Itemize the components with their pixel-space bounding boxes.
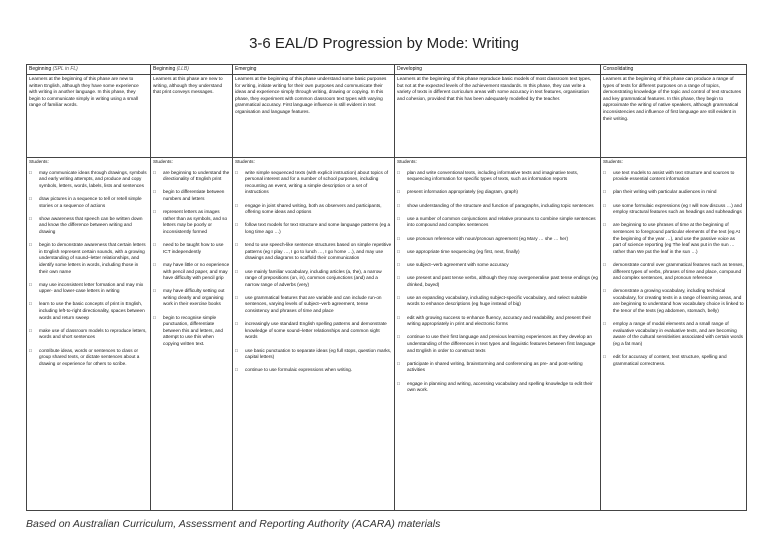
checkbox-bullet-icon: □: [603, 288, 606, 294]
checkbox-bullet-icon: □: [603, 222, 606, 228]
checkbox-bullet-icon: □: [235, 321, 238, 327]
checkbox-bullet-icon: □: [397, 275, 400, 281]
writing-progression-table: [26, 64, 747, 511]
indicator-item: [153, 288, 230, 308]
indicator-item: [29, 282, 148, 295]
indicator-text: may communicate ideas through drawings, symbols and early writing attempts, and produce and copy symbols, letters, words, labels, lists and sentences: [39, 169, 147, 188]
checkbox-bullet-icon: □: [29, 301, 32, 307]
indicator-item: [153, 209, 230, 235]
indicator-item: [235, 321, 392, 341]
indicator-text: increasingly use standard English spelling patterns and demonstrate knowledge of some sound–letter relationships and common sight words: [245, 321, 387, 340]
indicator-text: use present and past tense verbs, although they may overgeneralise past tense endings (eg drinked, buyed): [407, 275, 599, 287]
indicator-text: edit for accuracy of content, text structure, spelling and grammatical correctness.: [613, 354, 727, 366]
checkbox-bullet-icon: □: [603, 261, 606, 267]
indicator-text: begin to recognise simple punctuation, differentiate between this and letters, and attempt to use this when copying written text.: [163, 314, 223, 347]
students-row: [27, 158, 747, 511]
indicator-text: learn to use the basic concepts of print in English, including left-to-right directionality, spaces between words and return sweep: [39, 301, 145, 320]
indicator-text: use subject–verb agreement with some accuracy: [407, 261, 509, 267]
checkbox-bullet-icon: □: [153, 261, 156, 267]
indicator-text: use an expanding vocabulary, including subject-specific vocabulary, and select suitable words to enhance descriptions (eg huge instead of big): [407, 294, 588, 307]
checkbox-bullet-icon: □: [29, 347, 32, 353]
indicator-text: continue to use formulaic expressions when writing.: [245, 367, 353, 373]
checkbox-bullet-icon: □: [235, 202, 238, 208]
students-label: Students:: [153, 159, 173, 164]
description-row: [27, 75, 747, 158]
indicator-item: [29, 328, 148, 341]
indicator-cell: [601, 158, 747, 511]
indicator-item: [153, 170, 230, 183]
indicator-text: contribute ideas, words or sentences to class or group shared texts, or dictate sentences about a drawing or experience for others to scribe.: [39, 347, 140, 366]
indicator-text: begin to differentiate between numbers and letters: [163, 189, 225, 201]
indicator-text: follow text models for text structure and some language patterns (eg a long time ago …): [245, 222, 391, 234]
indicator-item: [397, 189, 598, 196]
indicator-cell: [395, 158, 601, 511]
level-description: Learners at the beginning of this phase are new to written English, although they have some experience with writing in another language. In this phase, they begin to communicate simply in writing using a small range of familiar words.: [27, 75, 151, 158]
checkbox-bullet-icon: □: [397, 215, 400, 221]
indicator-item: [397, 236, 598, 243]
checkbox-bullet-icon: □: [153, 242, 156, 248]
level-description: Learners at the beginning of this phase understand some basic purposes for writing, initiate writing for their own purposes and communicate their ideas and experience simply through writing, drawing or copying. In this phase, they experiment with common classroom text types with varying grammatical accuracy. First language influence is still evident in text organisation and language features.: [233, 75, 395, 158]
indicator-text: demonstrate control over grammatical features such as tenses, different types of verbs, phrases of time and place, compound and complex sentences, and pronoun reference: [613, 261, 744, 281]
indicator-item: [235, 222, 392, 235]
indicator-text: engage in planning and writing, accessing vocabulary and spelling knowledge to edit their own work.: [407, 380, 593, 393]
checkbox-bullet-icon: □: [397, 169, 400, 175]
students-label: Students:: [603, 159, 623, 164]
indicator-list: [235, 170, 392, 374]
indicator-item: [235, 295, 392, 315]
indicator-text: engage in joint shared writing, both as observers and participants, offering some ideas and options: [245, 202, 382, 215]
column-header: [151, 65, 233, 75]
indicator-text: use grammatical features that are variable and can include run-on sentences, varying levels of subject–verb agreement, tense consistency and phrases of time and place: [245, 294, 382, 314]
indicator-item: [29, 196, 148, 209]
indicator-text: use text models to assist with text structure and sources to provide essential content information: [613, 169, 735, 182]
level-sub: (LLB): [176, 66, 189, 72]
indicator-text: are beginning to use phrases of time at the beginning of sentences to foreground particular elements of the text (eg At the beginning of the year …), and use the passive voice as part of science reporting (eg The leaf was put in the sun … rather than We put the leaf in the sun …): [613, 222, 740, 254]
checkbox-bullet-icon: □: [397, 189, 400, 195]
indicator-item: [397, 315, 598, 328]
indicator-item: [235, 367, 392, 374]
indicator-item: [397, 361, 598, 374]
indicator-item: [397, 249, 598, 256]
checkbox-bullet-icon: □: [397, 261, 400, 267]
indicator-item: [603, 288, 744, 314]
indicator-item: [397, 334, 598, 354]
indicator-text: show awareness that speech can be written down and know the difference between writing and drawing: [39, 215, 143, 234]
indicator-cell: [151, 158, 233, 511]
checkbox-bullet-icon: □: [397, 235, 400, 241]
indicator-item: [153, 262, 230, 282]
indicator-list: [153, 170, 230, 348]
indicator-item: [603, 222, 744, 255]
indicator-text: make use of classroom models to reproduce letters, words and short sentences: [39, 327, 147, 340]
checkbox-bullet-icon: □: [235, 169, 238, 175]
checkbox-bullet-icon: □: [603, 169, 606, 175]
checkbox-bullet-icon: □: [29, 242, 32, 248]
indicator-text: participate in shared writing, brainstorming and conferencing as pre- and post-writing activities: [407, 360, 583, 373]
indicator-text: need to be taught how to use ICT independently: [163, 242, 224, 254]
checkbox-bullet-icon: □: [603, 189, 606, 195]
indicator-cell: [233, 158, 395, 511]
indicator-item: [29, 216, 148, 236]
indicator-item: [153, 315, 230, 348]
indicator-item: [397, 170, 598, 183]
source-footnote: Based on Australian Curriculum, Assessment and Reporting Authority (ACARA) materials: [26, 518, 441, 530]
level-description: Learners at the beginning of this phase reproduce basic models of most classroom text types, but not at the expected levels of the achievement standards. In this phase, they can write a variety of texts in different curriculum areas with some accuracy in text features, organisation and cohesion, provided that this has been adequately modelled by the teacher.: [395, 75, 601, 158]
checkbox-bullet-icon: □: [153, 314, 156, 320]
level-description: Learners at this phase are new to writing, although they understand that print conveys messages.: [151, 75, 233, 158]
indicator-list: [29, 170, 148, 368]
students-label: Students:: [29, 159, 49, 164]
checkbox-bullet-icon: □: [153, 288, 156, 294]
checkbox-bullet-icon: □: [29, 327, 32, 333]
indicator-item: [397, 381, 598, 394]
indicator-text: represent letters as images rather than as symbols, and so letters may be poorly or inconsistently formed: [163, 209, 228, 234]
checkbox-bullet-icon: □: [153, 209, 156, 215]
checkbox-bullet-icon: □: [29, 215, 32, 221]
column-header: [27, 65, 151, 75]
indicator-text: present information appropriately (eg diagram, graph): [407, 189, 518, 195]
checkbox-bullet-icon: □: [29, 169, 32, 175]
indicator-item: [29, 242, 148, 275]
students-label: Students:: [397, 159, 417, 164]
indicator-item: [235, 242, 392, 262]
indicator-item: [603, 354, 744, 367]
indicator-item: [397, 216, 598, 229]
indicator-item: [603, 321, 744, 347]
checkbox-bullet-icon: □: [235, 367, 238, 373]
level-name: Consolidating: [603, 66, 634, 72]
checkbox-bullet-icon: □: [397, 314, 400, 320]
column-header: [233, 65, 395, 75]
indicator-item: [603, 170, 744, 183]
indicator-item: [29, 301, 148, 321]
level-name: Beginning: [29, 66, 52, 72]
checkbox-bullet-icon: □: [603, 202, 606, 208]
indicator-text: use some formulaic expressions (eg I will now discuss …) and employ structural features such as headings and subheadings: [613, 202, 742, 215]
level-sub: (SPL in FL): [52, 66, 78, 72]
checkbox-bullet-icon: □: [235, 268, 238, 274]
indicator-text: may have little or no experience with pencil and paper, and may have difficulty with pencil grip: [163, 261, 230, 281]
indicator-item: [603, 189, 744, 196]
checkbox-bullet-icon: □: [397, 248, 400, 254]
indicator-cell: [27, 158, 151, 511]
checkbox-bullet-icon: □: [235, 222, 238, 228]
checkbox-bullet-icon: □: [29, 281, 32, 287]
checkbox-bullet-icon: □: [397, 202, 400, 208]
indicator-text: plan their writing with particular audiences in mind: [613, 189, 717, 195]
indicator-text: employ a range of modal elements and a small range of evaluative vocabulary in evaluative texts, and are becoming aware of the cultural sensitivities associated with certain words (eg a fat man): [613, 321, 744, 347]
indicator-item: [29, 348, 148, 368]
indicator-text: continue to use their first language and previous learning experiences as they develop an understanding of the differences in text types and linguistic features between first language and English in order to construct texts: [407, 334, 596, 353]
indicator-text: edit with growing success to enhance fluency, accuracy and readability, and present their writing appropriately in print and electronic forms: [407, 314, 592, 327]
indicator-text: use appropriate time sequencing (eg first, next, finally): [407, 248, 520, 254]
level-name: Emerging: [235, 66, 257, 72]
indicator-text: use basic punctuation to separate ideas (eg full stops, question marks, capital letters): [245, 347, 392, 360]
checkbox-bullet-icon: □: [153, 189, 156, 195]
indicator-item: [603, 262, 744, 282]
checkbox-bullet-icon: □: [397, 294, 400, 300]
indicator-text: may use inconsistent letter formation and may mix upper- and lower-case letters in writing: [39, 281, 144, 294]
checkbox-bullet-icon: □: [235, 347, 238, 353]
indicator-text: are beginning to understand the directionality of English print: [163, 169, 230, 182]
indicator-item: [29, 170, 148, 190]
indicator-text: use pronoun reference with noun/pronoun agreement (eg Mary … she … her): [407, 235, 569, 241]
indicator-text: draw pictures in a sequence to tell or retell simple stories or a sequence of actions: [39, 195, 142, 208]
checkbox-bullet-icon: □: [235, 294, 238, 300]
table-header-row: [27, 65, 747, 75]
indicator-text: demonstrate a growing vocabulary, including technical vocabulary, for creating texts in a range of learning areas, and are beginning to understand how vocabulary choice is linked to the tenor of the texts (eg abdomen, stomach, belly): [613, 288, 744, 314]
indicator-item: [397, 203, 598, 210]
column-header: [601, 65, 747, 75]
checkbox-bullet-icon: □: [603, 321, 606, 327]
level-description: Learners at the beginning of this phase can produce a range of types of texts for different purposes on a range of topics, demonstrating knowledge of the topic and control of text structures and key grammatical features. In this phase, they begin to approximate the writing of native speakers, although grammatical inconsistencies and influence of first language are still evident in their writing.: [601, 75, 747, 158]
indicator-text: may have difficulty setting out writing clearly and organising work in their exercise books: [163, 288, 225, 307]
students-label: Students:: [235, 159, 255, 164]
indicator-item: [235, 170, 392, 196]
indicator-text: write simple sequenced texts (with explicit instruction) about topics of personal interest and for a number of school purposes, including recounting an event, writing a simple description or a set of instructions: [245, 169, 389, 195]
checkbox-bullet-icon: □: [603, 354, 606, 360]
indicator-item: [235, 269, 392, 289]
indicator-item: [397, 275, 598, 288]
checkbox-bullet-icon: □: [397, 334, 400, 340]
checkbox-bullet-icon: □: [29, 195, 32, 201]
indicator-item: [235, 348, 392, 361]
indicator-item: [397, 262, 598, 269]
checkbox-bullet-icon: □: [235, 242, 238, 248]
indicator-text: show understanding of the structure and function of paragraphs, including topic sentences: [407, 202, 594, 208]
indicator-item: [153, 242, 230, 255]
indicator-text: use mainly familiar vocabulary, including articles (a, the), a narrow range of prepositions (on, in), common conjunctions (and) and a narrow range of adverbs (very): [245, 268, 382, 287]
indicator-list: [603, 170, 744, 368]
indicator-item: [153, 189, 230, 202]
level-name: Beginning: [153, 66, 176, 72]
indicator-list: [397, 170, 598, 394]
column-header: [395, 65, 601, 75]
indicator-text: plan and write conventional texts, including informative texts and imaginative texts, sequencing information for specific types of texts, such as information reports: [407, 169, 579, 182]
checkbox-bullet-icon: □: [397, 360, 400, 366]
indicator-text: begin to demonstrate awareness that certain letters in English represent certain sounds, with a growing understanding of sound–letter relationships, and identify some letters in words, including those in their own name: [39, 242, 146, 274]
indicator-item: [603, 203, 744, 216]
indicator-item: [397, 295, 598, 308]
checkbox-bullet-icon: □: [397, 380, 400, 386]
page-title: 3-6 EAL/D Progression by Mode: Writing: [249, 35, 519, 52]
indicator-text: tend to use speech-like sentence structures based on simple repetitive patterns (eg I play …, I go to lunch …, I go home …), and may use drawings and diagrams to scaffold their communication: [245, 242, 392, 261]
indicator-text: use a number of common conjunctions and relative pronouns to combine simple sentences into compound and complex sentences: [407, 215, 596, 228]
level-name: Developing: [397, 66, 423, 72]
checkbox-bullet-icon: □: [153, 169, 156, 175]
indicator-item: [235, 203, 392, 216]
